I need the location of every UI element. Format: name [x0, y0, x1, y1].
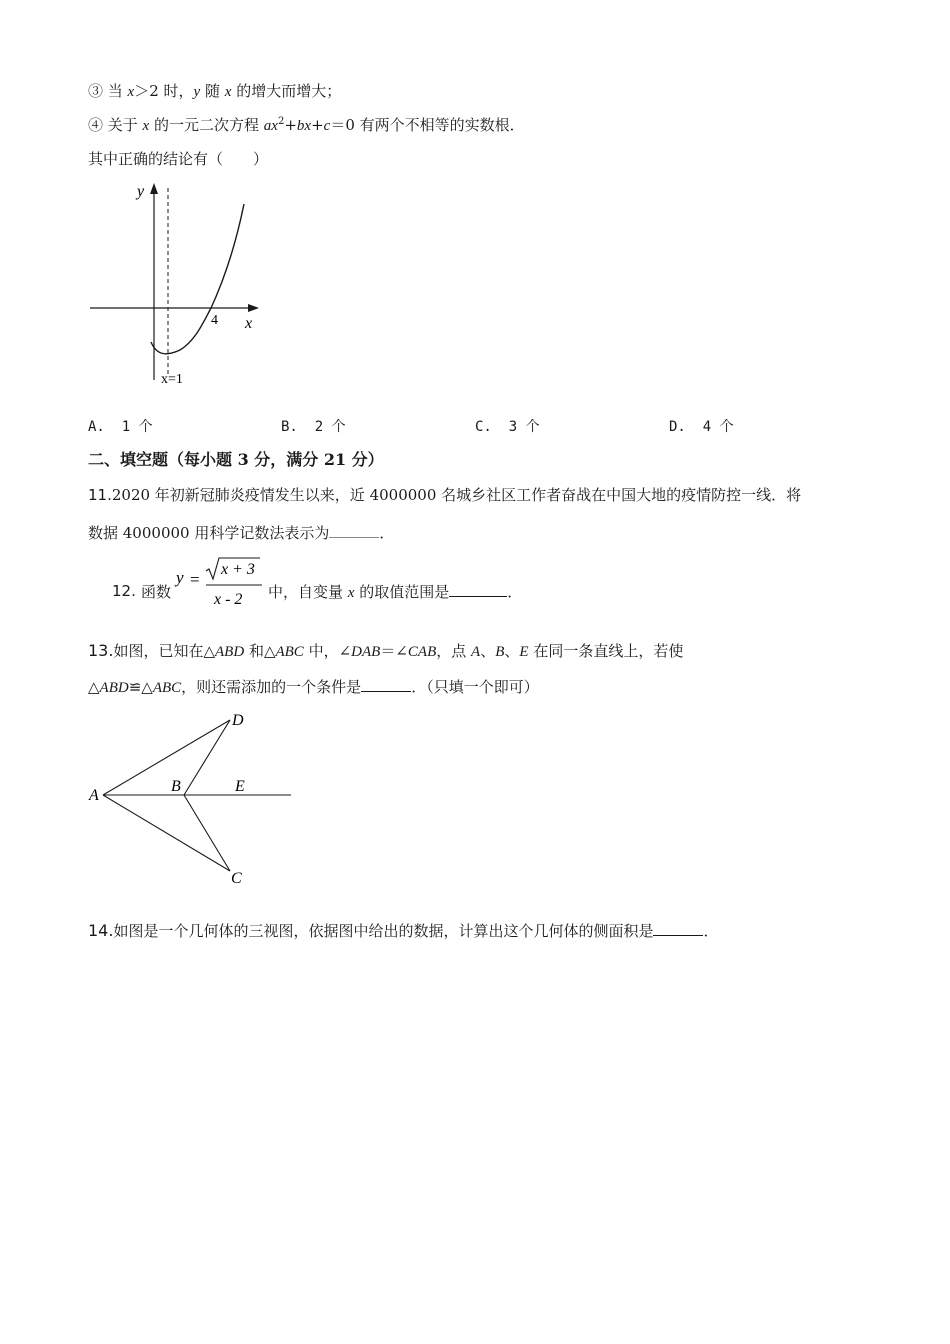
q11-line-1: 11.2020 年初新冠肺炎疫情发生以来，近 4000000 名城乡社区工作者奋战在中国大地的疫情防控一线．将 — [88, 486, 802, 504]
q13-triangle-figure — [85, 705, 300, 890]
q13-line-1: 13.如图，已知在△ABD 和△ABC 中，∠DAB＝∠CAB，点 A、B、E 在同一条直线上，若使 — [88, 641, 684, 660]
q14-answer-blank[interactable] — [653, 921, 703, 936]
root-label: 4 — [211, 313, 218, 328]
q14-line: 14.如图是一个几何体的三视图，依据图中给出的数据，计算出这个几何体的侧面积是 ． — [88, 921, 719, 940]
formula-numerator: x + 3 — [221, 561, 255, 578]
y-axis-arrow — [150, 183, 158, 194]
formula-denominator: x - 2 — [214, 591, 243, 608]
option-b[interactable]: B. 2 个 — [281, 419, 346, 435]
q13-line-2: △ABD≌△ABC，则还需添加的一个条件是 ．（只填一个即可） — [88, 678, 539, 696]
q11-line-2: 数据 4000000 用科学记数法表示为 ． — [88, 524, 395, 542]
q10-item-3: ③ 当 x＞2 时，y 随 x 的增大而增大； — [88, 82, 342, 100]
segment-ad — [103, 720, 230, 795]
point-b-label: B — [171, 778, 181, 795]
q12-number: 12. — [112, 582, 136, 600]
option-d[interactable]: D. 4 个 — [669, 419, 734, 435]
segment-bd — [184, 720, 230, 795]
q12-rest: 中，自变量 x 的取值范围是 ． — [268, 583, 523, 601]
q11-answer-blank[interactable] — [329, 523, 379, 538]
y-axis-label: y — [137, 183, 145, 200]
point-e-label: E — [235, 778, 245, 795]
x-axis-label: x — [245, 315, 253, 332]
option-c[interactable]: C. 3 个 — [475, 419, 540, 435]
q12-function-formula — [172, 555, 264, 611]
segment-bc — [184, 795, 230, 871]
q10-prompt: 其中正确的结论有（ ） — [88, 150, 269, 168]
q13-answer-blank[interactable] — [361, 677, 411, 692]
q12-answer-blank[interactable] — [449, 582, 507, 597]
x-axis-arrow — [248, 304, 259, 312]
parabola-curve — [151, 204, 244, 354]
point-c-label: C — [231, 870, 242, 887]
segment-ac — [103, 795, 230, 871]
point-d-label: D — [232, 712, 244, 729]
q10-item-4: ④ 关于 x 的一元二次方程 $ax^2+bx+c=0$ 有两个不相等的实数根． — [88, 116, 525, 134]
symmetry-axis-label: x=1 — [161, 372, 183, 387]
q12-prefix: 函数 — [141, 583, 172, 601]
option-a[interactable]: A. 1 个 — [88, 419, 153, 435]
section-2-heading: 二、填空题（每小题 3 分，满分 21 分） — [88, 450, 384, 469]
formula-y: y — [176, 568, 184, 587]
formula-eq: = — [190, 570, 200, 589]
point-a-label: A — [89, 787, 99, 804]
q10-parabola-graph — [85, 178, 275, 388]
